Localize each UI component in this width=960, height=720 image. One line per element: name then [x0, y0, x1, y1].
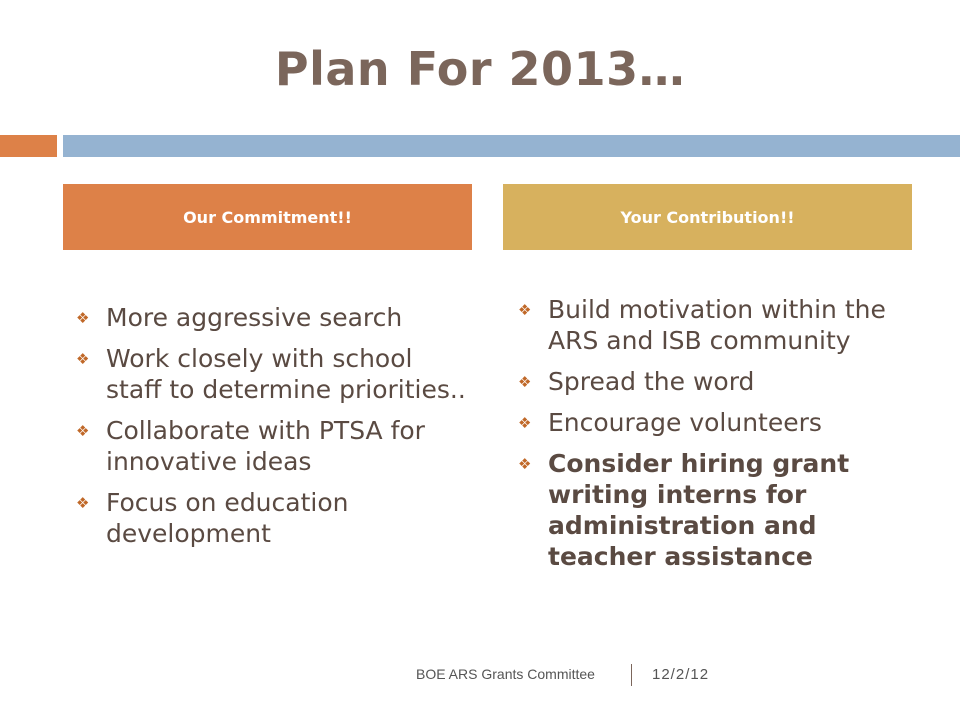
diamond-bullet-icon: ❖	[76, 309, 90, 327]
list-item	[76, 302, 471, 333]
commitment-header-label: Our Commitment!!	[183, 207, 352, 227]
contribution-header-label: Your Contribution!!	[620, 207, 795, 227]
title-rule-bar	[63, 135, 960, 157]
list-item	[518, 407, 928, 438]
list-item-text: Spread the word	[548, 367, 755, 396]
list-item	[518, 448, 928, 572]
diamond-bullet-icon: ❖	[518, 414, 532, 432]
diamond-bullet-icon: ❖	[76, 422, 90, 440]
list-item-text: Encourage volunteers	[548, 408, 822, 437]
list-item	[76, 415, 471, 477]
footer-divider	[631, 664, 632, 686]
commitment-list	[76, 302, 471, 559]
list-item-text: Collaborate with PTSA for innovative ideas	[106, 416, 425, 476]
diamond-bullet-icon: ❖	[518, 455, 532, 473]
contribution-header	[503, 184, 912, 250]
list-item-text: Consider hiring grant writing interns for administration and teacher assistance	[548, 449, 850, 571]
list-item-text: Focus on education development	[106, 488, 349, 548]
list-item	[76, 487, 471, 549]
list-item	[76, 343, 471, 405]
contribution-list	[518, 294, 928, 582]
diamond-bullet-icon: ❖	[76, 350, 90, 368]
footer-label: BOE ARS Grants Committee	[416, 666, 595, 682]
commitment-header	[63, 184, 472, 250]
title-rule-accent	[0, 135, 57, 157]
list-item	[518, 294, 928, 356]
diamond-bullet-icon: ❖	[76, 494, 90, 512]
list-item	[518, 366, 928, 397]
diamond-bullet-icon: ❖	[518, 301, 532, 319]
diamond-bullet-icon: ❖	[518, 373, 532, 391]
list-item-text: Work closely with school staff to determine priorities..	[106, 344, 466, 404]
footer-date: 12/2/12	[652, 666, 710, 683]
slide-title: Plan For 2013…	[274, 42, 686, 96]
list-item-text: Build motivation within the ARS and ISB community	[548, 295, 886, 355]
list-item-text: More aggressive search	[106, 303, 403, 332]
